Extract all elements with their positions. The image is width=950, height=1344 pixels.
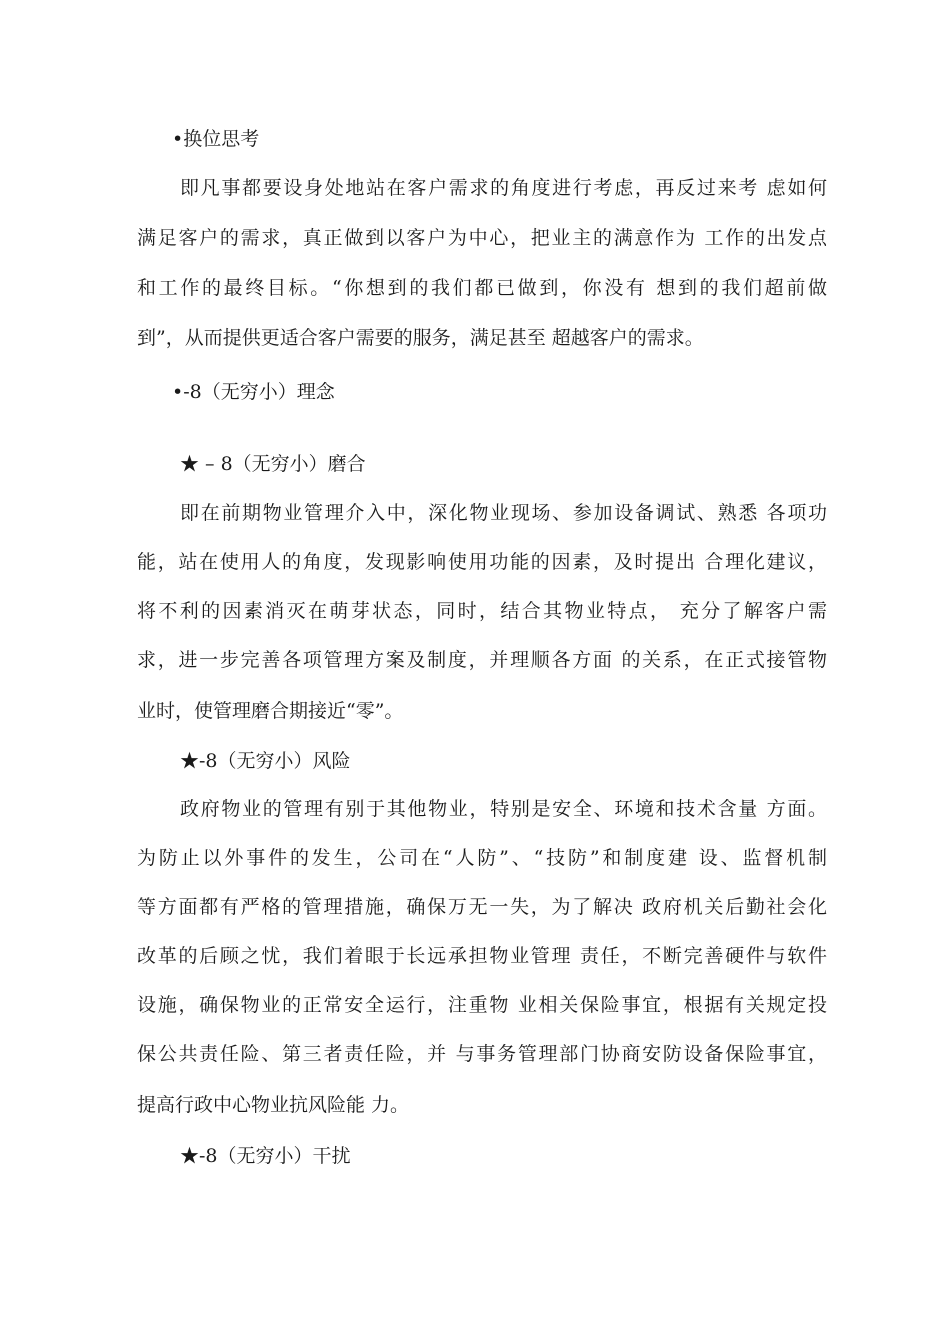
paragraph-line: 业时，使管理磨合期接近“零”。 (137, 700, 404, 722)
section-heading-interference: ★-8（无穷小）干扰 (180, 1145, 351, 1167)
paragraph-line: 政府物业的管理有别于其他物业，特别是安全、环境和技术含量 方面。 (180, 798, 827, 820)
paragraph-line: 等方面都有严格的管理措施，确保万无一失，为了解决 政府机关后勤社会化 (137, 896, 827, 918)
paragraph-line: 改革的后顾之忧，我们着眼于长远承担物业管理 责任，不断完善硬件与软件 (137, 945, 827, 967)
section-heading-risk: ★-8（无穷小）风险 (180, 750, 351, 772)
paragraph-line: 提高行政中心物业抗风险能 力。 (137, 1094, 410, 1116)
paragraph-line: 能，站在使用人的角度，发现影响使用功能的因素，及时提出 合理化建议， (137, 551, 827, 573)
paragraph-line: 求，进一步完善各项管理方案及制度，并理顺各方面 的关系，在正式接管物 (137, 649, 827, 671)
section-heading-concept: •-8（无穷小）理念 (172, 381, 335, 403)
section-heading-breaking-in: ★ – 8（无穷小）磨合 (180, 453, 366, 475)
paragraph-line: 到”，从而提供更适合客户需要的服务，满足甚至 超越客户的需求。 (137, 327, 704, 349)
paragraph-line: 和工作的最终目标。“你想到的我们都已做到，你没有 想到的我们超前做 (137, 277, 827, 299)
paragraph-line: 设施，确保物业的正常安全运行，注重物 业相关保险事宜，根据有关规定投 (137, 994, 827, 1016)
section-heading-perspective: •换位思考 (172, 128, 260, 150)
paragraph-line: 即在前期物业管理介入中，深化物业现场、参加设备调试、熟悉 各项功 (180, 502, 827, 524)
paragraph-line: 为防止以外事件的发生，公司在“人防”、“技防”和制度建 设、监督机制 (137, 847, 827, 869)
paragraph-line: 即凡事都要设身处地站在客户需求的角度进行考虑，再反过来考 虑如何 (180, 177, 827, 199)
paragraph-line: 将不利的因素消灭在萌芽状态，同时，结合其物业特点， 充分了解客户需 (137, 600, 827, 622)
paragraph-line: 满足客户的需求，真正做到以客户为中心，把业主的满意作为 工作的出发点 (137, 227, 827, 249)
paragraph-line: 保公共责任险、第三者责任险，并 与事务管理部门协商安防设备保险事宜， (137, 1043, 827, 1065)
